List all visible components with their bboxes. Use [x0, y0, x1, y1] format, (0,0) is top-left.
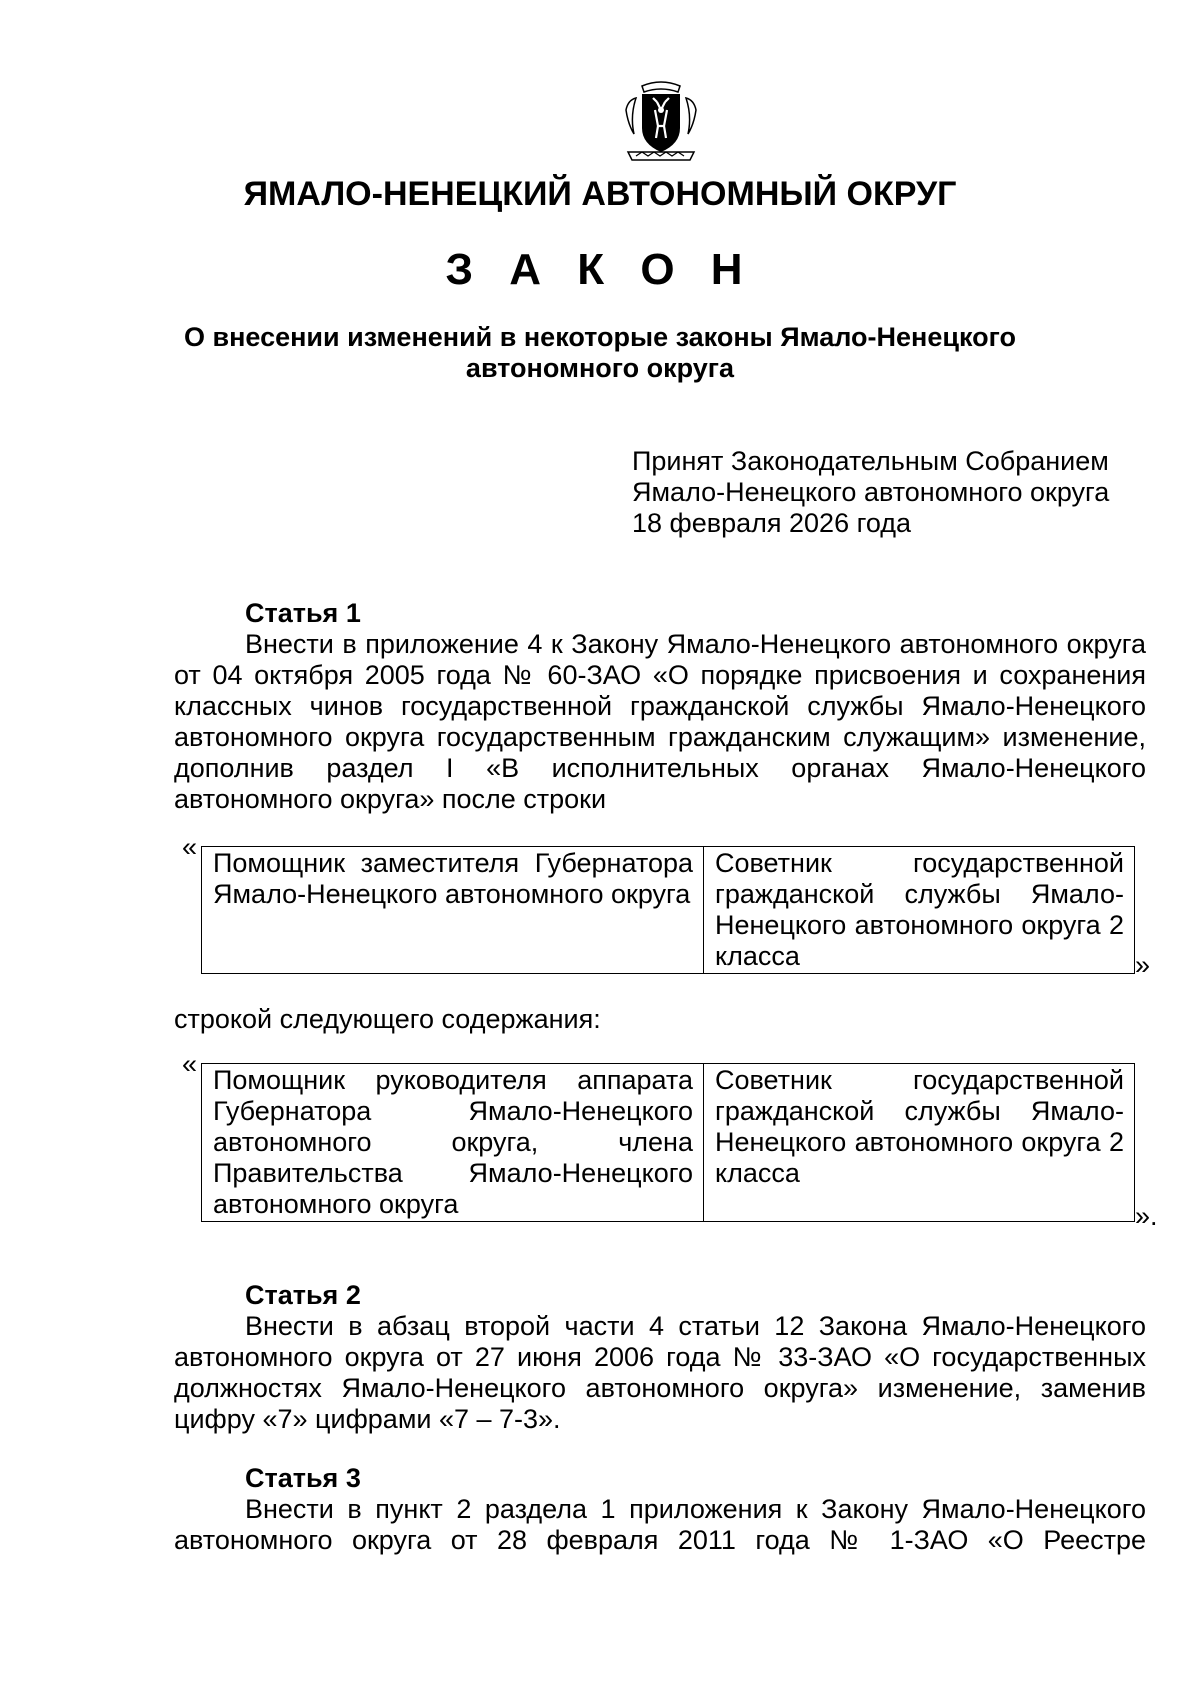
region-name: ЯМАЛО-НЕНЕЦКИЙ АВТОНОМНЫЙ ОКРУГ [243, 175, 957, 213]
article-text: Внести в абзац второй части 4 статьи 12 Закона Ямало-Ненецкого автономного округа от 27 июня 2006 года № 33-ЗАО «О государственных должностях Ямало-Ненецкого автономного округа» изменение, заменив цифру «7» цифрами «7 – 7-3». [174, 1311, 1146, 1434]
article-1 [174, 598, 1146, 815]
adoption-note [632, 446, 1152, 539]
rank-cell: Советник государственной гражданской службы Ямало-Ненецкого автономного округа 2 класса [704, 847, 1135, 974]
rank-table-new [201, 1063, 1135, 1222]
article-text: Внести в приложение 4 к Закону Ямало-Ненецкого автономного округа от 04 октября 2005 года № 60-ЗАО «О порядке присвоения и сохранения классных чинов государственной гражданской службы Ямало-Ненецкого автономного округа государственным гражданским служащим» изменение, дополнив раздел I «В исполнительных органах Ямало-Ненецкого автономного округа» после строки [174, 629, 1146, 814]
table-row [202, 847, 1135, 974]
open-quote: « [182, 1049, 198, 1079]
close-quote: ». [1135, 1201, 1158, 1231]
connector-text: строкой следующего содержания: [174, 1004, 601, 1034]
article-heading: Статья 1 [245, 598, 361, 628]
article-text: Внести в пункт 2 раздела 1 приложения к Закону Ямало-Ненецкого автономного округа от 28 февраля 2011 года № 1-ЗАО «О Реестре [174, 1494, 1146, 1555]
law-title: О внесении изменений в некоторые законы Ямало-Ненецкого автономного округа [184, 322, 1016, 383]
table-row [202, 1064, 1135, 1222]
article-heading: Статья 3 [245, 1463, 361, 1493]
adoption-line: Принят Законодательным Собранием [632, 446, 1109, 476]
coat-of-arms-icon [620, 76, 702, 164]
close-quote: » [1135, 950, 1151, 980]
article-3 [174, 1463, 1146, 1556]
position-cell: Помощник руководителя аппарата Губернатора Ямало-Ненецкого автономного округа, члена Правительства Ямало-Ненецкого автономного округа [202, 1064, 704, 1222]
open-quote: « [182, 832, 198, 862]
rank-table-current [201, 846, 1135, 974]
article-2 [174, 1280, 1146, 1435]
document-type: З А К О Н [445, 245, 755, 294]
rank-cell: Советник государственной гражданской службы Ямало-Ненецкого автономного округа 2 класса [704, 1064, 1135, 1222]
adoption-date: 18 февраля 2026 года [632, 508, 912, 538]
position-cell: Помощник заместителя Губернатора Ямало-Ненецкого автономного округа [202, 847, 704, 974]
adoption-line: Ямало-Ненецкого автономного округа [632, 477, 1110, 507]
article-heading: Статья 2 [245, 1280, 361, 1310]
